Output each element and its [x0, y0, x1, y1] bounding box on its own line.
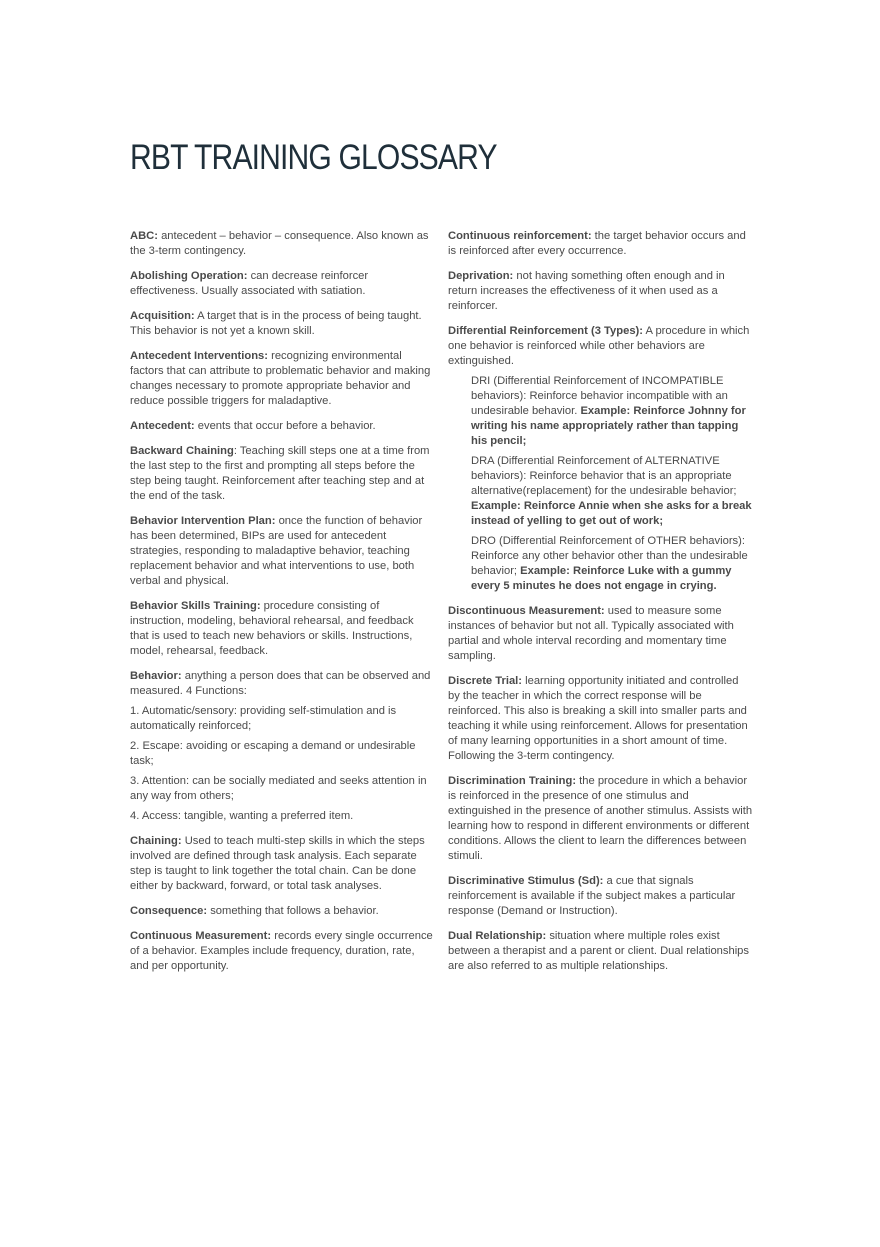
glossary-entry: [448, 604, 753, 664]
glossary-entry: [130, 419, 433, 434]
dra-item: [471, 454, 753, 529]
glossary-entry: [130, 349, 433, 409]
term: Discrimination Training:: [448, 775, 577, 787]
example: Example: Reinforce Luke with a gummy every 5 minutes he does not engage in crying.: [471, 565, 732, 592]
glossary-entry: [448, 674, 753, 764]
definition: Used to teach multi-step skills in which the steps involved are defined through task analysis. Each separate step is taught to link together the total chain. Can be done either by backward, forward, or total task analyses.: [130, 835, 425, 892]
term: Behavior Intervention Plan:: [130, 515, 276, 527]
term: Behavior Skills Training:: [130, 600, 261, 612]
definition: anything a person does that can be observed and measured. 4 Functions:: [130, 670, 431, 697]
definition: learning opportunity initiated and controlled by the teacher in which the correct response will be reinforced. This also is breaking a skill into smaller parts and teaching it while using reinforcement. Allows for presentation of many learning opportunities in a short amount of time. Following the 3-term contingency.: [448, 675, 748, 762]
term: Antecedent:: [130, 420, 195, 432]
term: Continuous Measurement:: [130, 930, 272, 942]
glossary-entry: [448, 774, 753, 864]
example: Example: Reinforce Annie when she asks for a break instead of yelling to get out of work;: [471, 500, 752, 527]
glossary-entry: [130, 229, 433, 259]
glossary-entry: [448, 874, 753, 919]
term: Continuous reinforcement:: [448, 230, 592, 242]
definition: A target that is in the process of being taught. This behavior is not yet a known skill.: [130, 310, 422, 337]
term: Discontinuous Measurement:: [448, 605, 605, 617]
term: Deprivation:: [448, 270, 514, 282]
glossary-entry: [130, 514, 433, 589]
definition: situation where multiple roles exist between a therapist and a parent or client. Dual relationships are also referred to as multiple relationships.: [448, 930, 750, 972]
glossary-entry: [448, 229, 753, 259]
definition: procedure consisting of instruction, modeling, behavioral rehearsal, and feedback that is used to teach new behaviors or skills. Instructions, model, rehearsal, feedback.: [130, 600, 414, 657]
glossary-column-left: [130, 229, 433, 984]
definition: DRO (Differential Reinforcement of OTHER behaviors): Reinforce any other behavior other than the undesirable behavior;: [471, 535, 748, 577]
definition: a cue that signals reinforcement is available if the subject makes a particular response (Demand or Instruction).: [448, 875, 736, 917]
definition: used to measure some instances of behavior but not all. Typically associated with partial and whole interval recording and momentary time sampling.: [448, 605, 734, 662]
term: Backward Chaining: [130, 445, 234, 457]
dro-item: [471, 534, 753, 594]
glossary-entry: [448, 324, 753, 369]
glossary-entry: [130, 309, 433, 339]
term: Chaining:: [130, 835, 182, 847]
term: Discrete Trial:: [448, 675, 522, 687]
term: ABC:: [130, 230, 158, 242]
definition: events that occur before a behavior.: [194, 420, 376, 432]
term: Consequence:: [130, 905, 208, 917]
glossary-entry: [130, 669, 433, 699]
glossary-column-right: [448, 229, 753, 984]
definition: not having something often enough and in return increases the effectiveness of it when used as a reinforcer.: [448, 270, 725, 312]
function-item: 3. Attention: can be socially mediated and seeks attention in any way from others;: [130, 775, 427, 802]
definition: once the function of behavior has been determined, BIPs are used for antecedent strategies, responding to maladaptive behavior, teaching replacement behavior and what interventions to use, both verbal and physical.: [130, 515, 423, 587]
term: Acquisition:: [130, 310, 195, 322]
definition: the procedure in which a behavior is reinforced in the presence of one stimulus and extinguished in the presence of another stimulus. Assists with learning how to respond in different environments or different conditions. Allows the client to learn the differences between stimuli.: [448, 775, 753, 862]
term: Antecedent Interventions:: [130, 350, 268, 362]
glossary-entry: [448, 269, 753, 314]
glossary-entry: [130, 269, 433, 299]
example: Example: Reinforce Johnny for writing his name appropriately rather than tapping his pencil;: [471, 405, 746, 447]
definition: something that follows a behavior.: [207, 905, 379, 917]
definition: recognizing environmental factors that can attribute to problematic behavior and making changes necessary to promote appropriate behavior and reduce possible triggers for maladaptive.: [130, 350, 431, 407]
term: Differential Reinforcement (3 Types):: [448, 325, 643, 337]
function-item: 2. Escape: avoiding or escaping a demand or undesirable task;: [130, 740, 416, 767]
definition: the target behavior occurs and is reinforced after every occurrence.: [448, 230, 746, 257]
glossary-entry: [130, 834, 433, 894]
term: Behavior:: [130, 670, 182, 682]
glossary-entry: [130, 904, 433, 919]
definition: antecedent – behavior – consequence. Also known as the 3-term contingency.: [130, 230, 429, 257]
glossary-entry: [130, 599, 433, 659]
term: Dual Relationship:: [448, 930, 547, 942]
function-item: 1. Automatic/sensory: providing self-stimulation and is automatically reinforced;: [130, 705, 397, 732]
definition: can decrease reinforcer effectiveness. Usually associated with satiation.: [130, 270, 369, 297]
definition: DRA (Differential Reinforcement of ALTERNATIVE behaviors): Reinforce behavior that is an appropriate alternative(replacement) for the undesirable behavior;: [471, 455, 737, 497]
definition: records every single occurrence of a behavior. Examples include frequency, duration, rate, and per opportunity.: [130, 930, 433, 972]
definition: : Teaching skill steps one at a time from the last step to the first and prompting all steps before the step being taught. Reinforcement after teaching step and at the end of the task.: [130, 445, 430, 502]
function-item: 4. Access: tangible, wanting a preferred item.: [130, 810, 354, 822]
glossary-entry: [130, 929, 433, 974]
definition: DRI (Differential Reinforcement of INCOMPATIBLE behaviors): Reinforce behavior incompatible with an undesirable behavior.: [471, 375, 728, 417]
term: Abolishing Operation:: [130, 270, 248, 282]
dri-item: [471, 374, 753, 449]
term: Discriminative Stimulus (Sd):: [448, 875, 604, 887]
page-title: RBT TRAINING GLOSSARY: [130, 138, 497, 177]
glossary-entry: [130, 444, 433, 504]
definition: A procedure in which one behavior is reinforced while other behaviors are extinguished.: [448, 325, 750, 367]
glossary-entry: [448, 929, 753, 974]
